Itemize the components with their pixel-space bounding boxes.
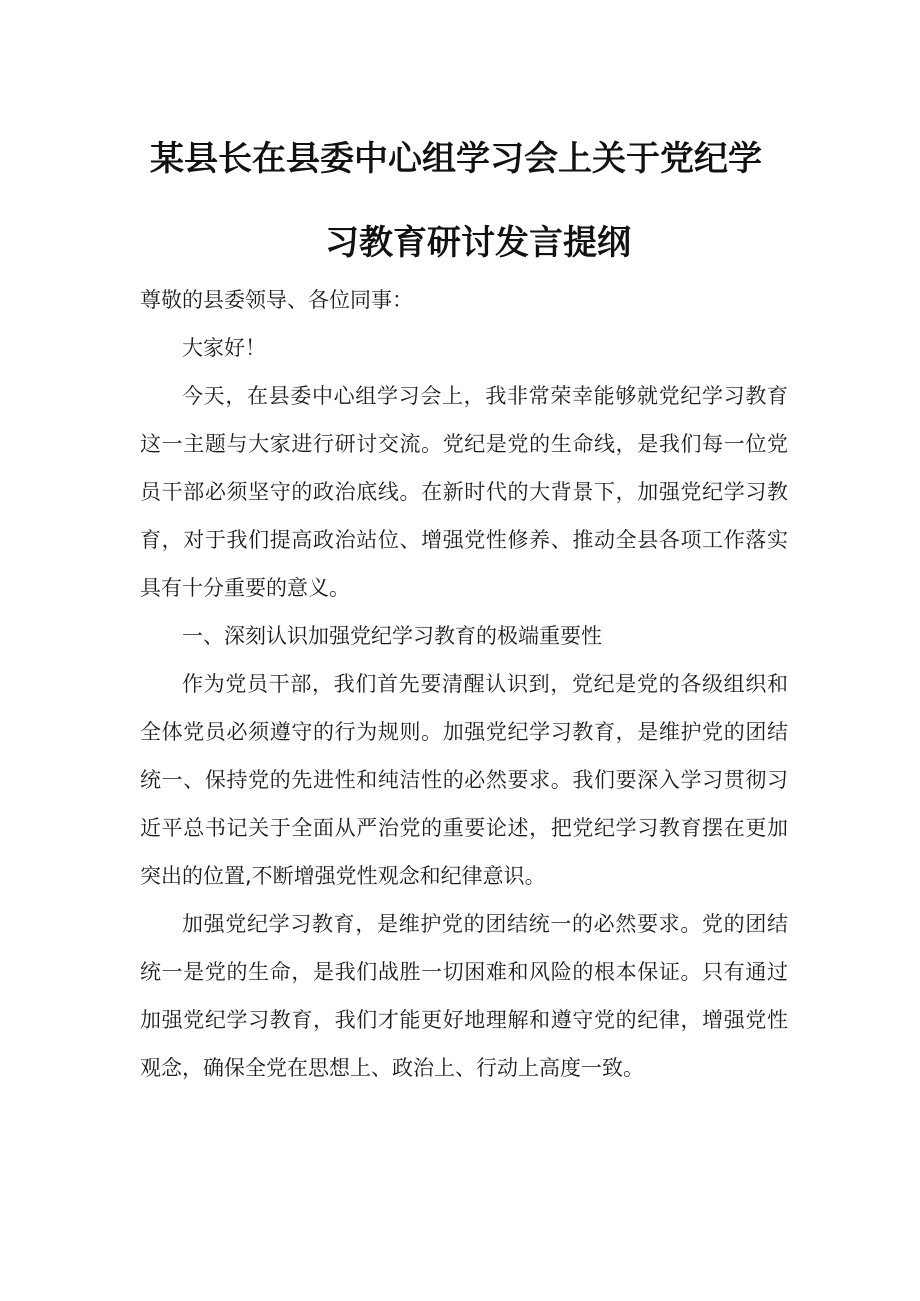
document-title-line-2: 习教育研讨发言提纲 [325,223,631,263]
document-body [140,276,788,1092]
greeting: 大家好！ [182,336,266,360]
document-title-line-1: 某县长在县委中心组学习会上关于党纪学 [150,139,762,179]
paragraph-intro: 今天，在县委中心组学习会上，我非常荣幸能够就党纪学习教育这一主题与大家进行研讨交流。党纪是党的生命线，是我们每一位党员干部必须坚守的政治底线。在新时代的大背景下，加强党纪学习教育，对于我们提高政治站位、增强党性修养、推动全县各项工作落实具有十分重要的意义。 [140,384,788,600]
paragraph-section-1: 作为党员干部，我们首先要清醒认识到，党纪是党的各级组织和全体党员必须遵守的行为规则。加强党纪学习教育，是维护党的团结统一、保持党的先进性和纯洁性的必然要求。我们要深入学习贯彻习近平总书记关于全面从严治党的重要论述，把党纪学习教育摆在更加突出的位置,不断增强党性观念和纪律意识。 [140,672,788,888]
paragraph-section-1-b: 加强党纪学习教育，是维护党的团结统一的必然要求。党的团结统一是党的生命，是我们战胜一切困难和风险的根本保证。只有通过加强党纪学习教育，我们才能更好地理解和遵守党的纪律，增强党性观念，确保全党在思想上、政治上、行动上高度一致。 [140,912,788,1080]
section-heading-1: 一、深刻认识加强党纪学习教育的极端重要性 [182,624,602,648]
salutation: 尊敬的县委领导、各位同事： [140,288,413,312]
